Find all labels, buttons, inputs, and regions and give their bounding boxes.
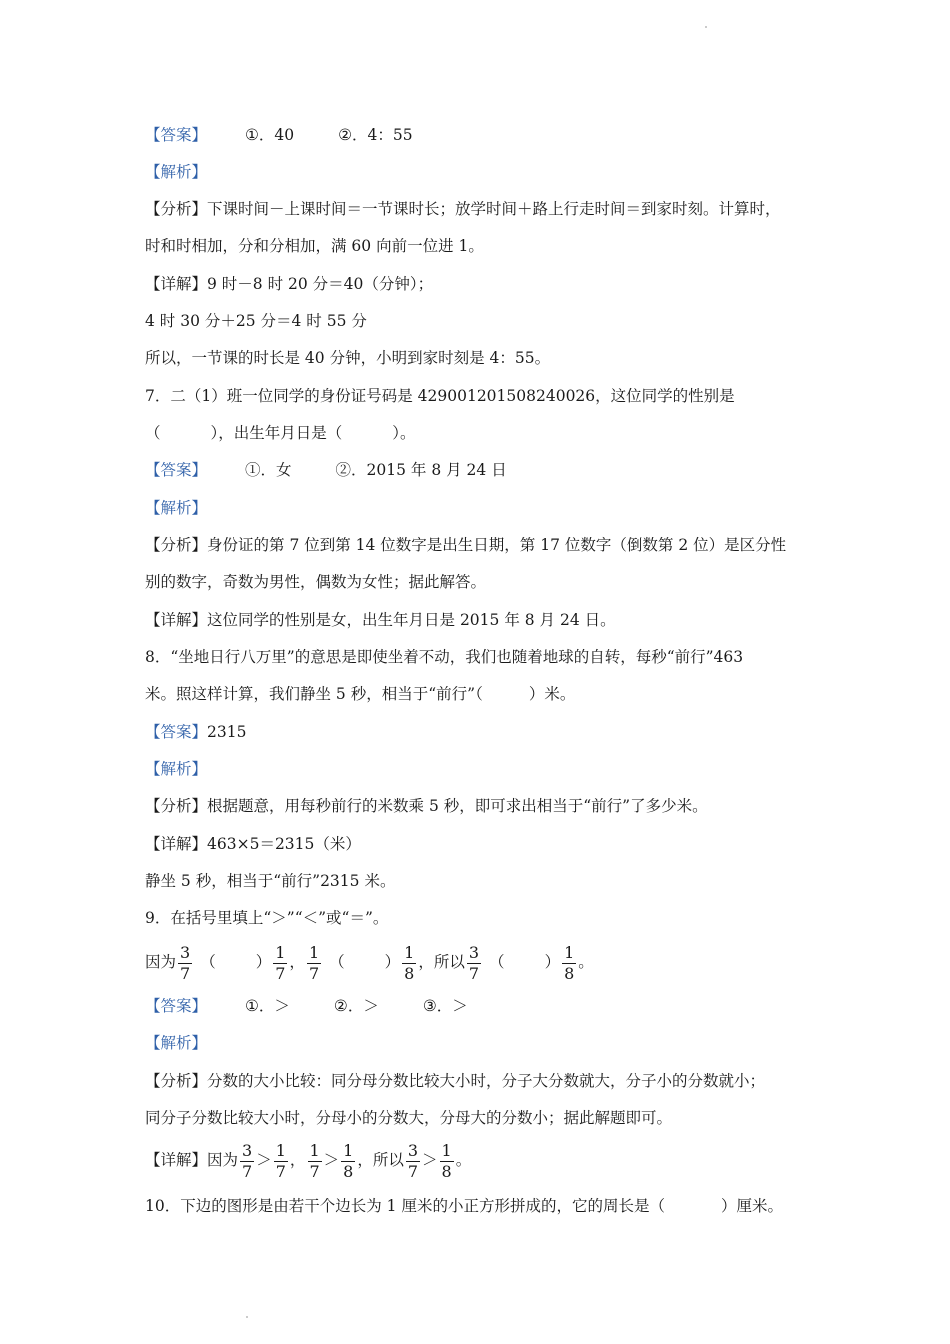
blank-open: （ (329, 953, 345, 971)
comma: ， (289, 1151, 306, 1169)
fraction-1-8: $\frac{1}{8}$ (343, 1140, 354, 1181)
q9-fenxi-text-1: 分数的大小比较：同分母分数比较大小时，分子大分数就大，分子小的分数就小； (207, 1072, 766, 1090)
greater-than: ＞ (323, 1151, 340, 1169)
fraction-1-8: $\frac{1}{8}$ (441, 1140, 452, 1181)
q8-answer-line (145, 721, 246, 743)
q6-answer-line (145, 124, 413, 146)
answer-label: 【答案】 (145, 997, 208, 1015)
q9-answer-line (145, 995, 468, 1017)
q7-blank-open-1: （ (145, 424, 161, 442)
answer-label: 【答案】 (145, 723, 208, 741)
q8-analysis-line (145, 758, 207, 780)
q6-fenxi-text-1: 下课时间－上课时间＝一节课时长；放学时间＋路上行走时间＝到家时刻。计算时， (207, 200, 781, 218)
q9-fenxi-text-2: 同分子分数比较大小时，分母小的分数大，分母大的分数小；据此解题即可。 (145, 1109, 673, 1127)
q7-blank-close-2: ）。 (392, 424, 416, 442)
fenxi-label: 【分析】 (145, 536, 208, 554)
blank-close: ） (255, 953, 272, 971)
q7-detail-line-1 (145, 609, 616, 631)
fraction-3-7: $\frac{3}{7}$ (180, 942, 191, 983)
blank-close: ） (384, 953, 401, 971)
analysis-label: 【解析】 (145, 499, 208, 517)
q8-detail-line-2 (145, 870, 395, 892)
fraction-3-7: $\frac{3}{7}$ (468, 942, 480, 983)
q6-detail-text-3: 所以，一节课的时长是 40 分钟，小明到家时刻是 4：55。 (145, 349, 551, 367)
q7-answer-1: ①．女 (245, 461, 292, 479)
q7-answer-line (145, 459, 507, 481)
fraction-1-7: $\frac{1}{7}$ (309, 1140, 320, 1181)
q8-detail-line-1 (145, 833, 361, 855)
period: 。 (578, 953, 594, 971)
fraction-1-7: $\frac{1}{7}$ (275, 1140, 286, 1181)
analysis-label: 【解析】 (145, 163, 208, 181)
q6-detail-text-1: 9 时－8 时 20 分＝40（分钟）； (207, 275, 434, 293)
q9-stem-text-1: 9．在括号里填上“＞”“＜”或“＝”。 (145, 909, 389, 927)
q9-fenxi-line-1 (145, 1070, 765, 1092)
q7-fenxi-line-1 (145, 534, 786, 556)
q7-stem-line-1 (145, 385, 735, 407)
q7-answer-2: ②．2015 年 8 月 24 日 (335, 461, 507, 479)
q7-fenxi-line-2 (145, 571, 486, 593)
q9-answer-3: ③．＞ (422, 997, 468, 1015)
answer-label: 【答案】 (145, 461, 208, 479)
q7-stem-text-1: 7．二（1）班一位同学的身份证号码是 429001201508240026，这位同学的性别是 (145, 387, 735, 405)
scan-dot (246, 1316, 248, 1318)
q7-stem-text-2: ），出生年月日是（ (210, 424, 343, 442)
q8-answer: 2315 (207, 723, 247, 741)
q8-fenxi-text-1: 根据题意，用每秒前行的米数乘 5 秒，即可求出相当于“前行”了多少米。 (207, 797, 708, 815)
q6-fenxi-line-1 (145, 198, 781, 220)
scan-dot (705, 26, 707, 28)
q6-detail-line-3 (145, 347, 550, 369)
blank-open: （ (489, 953, 505, 971)
greater-than: ＞ (256, 1151, 272, 1169)
q10-stem-text-1: 10．下边的图形是由若干个边长为 1 厘米的小正方形拼成的，它的周长是（ (145, 1197, 665, 1215)
detail-label: 【详解】 (145, 835, 208, 853)
so: ，所以 (418, 953, 465, 971)
fraction-3-7: $\frac{3}{7}$ (407, 1140, 419, 1181)
q9-detail-fraction-line (145, 1138, 471, 1182)
q6-analysis-line (145, 161, 207, 183)
q9-analysis-line (145, 1032, 207, 1054)
comma: ， (289, 953, 305, 971)
q6-fenxi-line-2 (145, 235, 484, 257)
fraction-1-7: $\frac{1}{7}$ (275, 942, 286, 983)
q6-answer-2: ②．4：55 (338, 126, 413, 144)
blank-open: （ (200, 953, 216, 971)
q6-fenxi-text-2: 时和时相加，分和分相加，满 60 向前一位进 1。 (145, 237, 484, 255)
q8-stem-line-1 (145, 646, 743, 668)
q7-analysis-line (145, 497, 207, 519)
period: 。 (455, 1151, 472, 1169)
q8-stem-text-1: 8．“坐地日行八万里”的意思是即使坐着不动，我们也随着地球的自转，每秒“前行”463 (145, 648, 744, 666)
q8-detail-text-1: 463×5＝2315（米） (207, 835, 361, 853)
q9-because: 因为 (145, 953, 177, 971)
q9-fenxi-line-2 (145, 1107, 672, 1129)
q10-stem-line (145, 1195, 783, 1217)
q10-stem-text-2: ）厘米。 (720, 1197, 783, 1215)
fraction-1-7: $\frac{1}{7}$ (308, 942, 320, 983)
fraction-3-7: $\frac{3}{7}$ (242, 1140, 253, 1181)
analysis-label: 【解析】 (145, 760, 208, 778)
detail-label: 【详解】 (145, 275, 208, 293)
q9-stem-fraction-line (145, 940, 594, 984)
q7-detail-text-1: 这位同学的性别是女，出生年月日是 2015 年 8 月 24 日。 (207, 611, 616, 629)
q8-stem-text-3: ）米。 (528, 685, 576, 703)
greater-than: ＞ (422, 1151, 438, 1169)
answer-label: 【答案】 (145, 126, 208, 144)
fenxi-label: 【分析】 (145, 797, 208, 815)
fraction-1-8: $\frac{1}{8}$ (564, 942, 575, 983)
so: ，所以 (357, 1151, 404, 1169)
q6-detail-line-1 (145, 273, 433, 295)
q7-fenxi-text-2: 别的数字，奇数为男性，偶数为女性；据此解答。 (145, 573, 487, 591)
q7-fenxi-text-1: 身份证的第 7 位到第 14 位数字是出生日期，第 17 位数字（倒数第 2 位）是区分性 (207, 536, 787, 554)
fenxi-label: 【分析】 (145, 1072, 208, 1090)
q9-detail-prefix: 因为 (207, 1151, 239, 1169)
q6-detail-line-2 (145, 310, 367, 332)
detail-label: 【详解】 (145, 1151, 208, 1169)
fenxi-label: 【分析】 (145, 200, 208, 218)
q9-answer-2: ②．＞ (333, 997, 379, 1015)
detail-label: 【详解】 (145, 611, 208, 629)
q7-stem-line-2 (145, 422, 416, 444)
q9-answer-1: ①．＞ (245, 997, 290, 1015)
q6-detail-text-2: 4 时 30 分＋25 分＝4 时 55 分 (145, 312, 367, 330)
q8-fenxi-line-1 (145, 795, 708, 817)
q8-stem-text-2: 米。照这样计算，我们静坐 5 秒，相当于“前行”（ (145, 685, 483, 703)
q9-stem-line-1 (145, 907, 388, 929)
q6-answer-1: ①．40 (245, 126, 295, 144)
q8-stem-line-2 (145, 683, 575, 705)
analysis-label: 【解析】 (145, 1034, 208, 1052)
q8-detail-text-2: 静坐 5 秒，相当于“前行”2315 米。 (145, 872, 396, 890)
blank-close: ） (544, 953, 561, 971)
fraction-1-8: $\frac{1}{8}$ (404, 942, 415, 983)
